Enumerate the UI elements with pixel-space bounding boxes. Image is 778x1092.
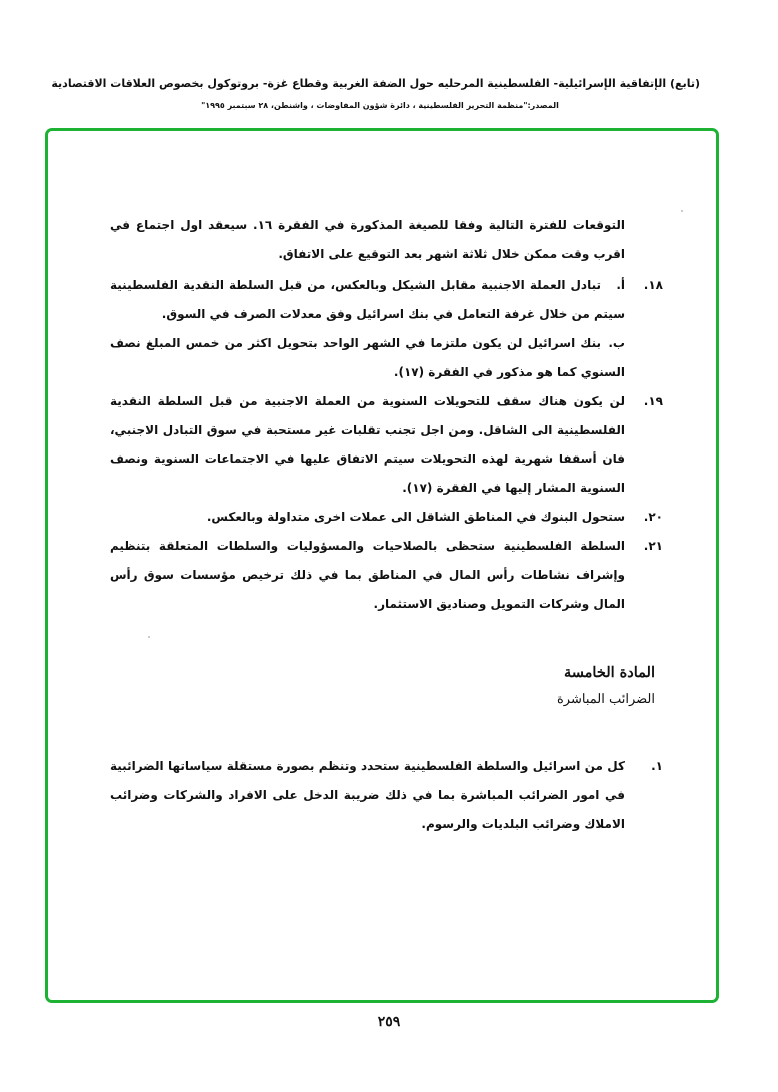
sub-item-a: [110, 271, 625, 329]
sub-item-text: تبادل العملة الاجنبية مقابل الشيكل وبالعكس، من قبل السلطة النقدية الفلسطينية سيتم من خلال غرفة التعامل في بنك اسرائيل وفق معدلات الصرف في السوق.: [110, 278, 625, 321]
item-number: ٢١.: [643, 539, 663, 553]
sub-item-text: بنك اسرائيل لن يكون ملتزما في الشهر الواحد بتحويل اكثر من خمس المبلغ نصف السنوي كما هو مذكور في الفقرة (١٧).: [110, 336, 625, 379]
article-subtitle: الضرائب المباشرة: [557, 692, 655, 707]
continuation-paragraph: التوقعات للفترة التالية وفقا للصيغة المذكورة في الفقرة ١٦. سيعقد اول اجتماع في اقرب وقت ممكن خلال ثلاثة اشهر بعد التوقيع على الاتفاق.: [110, 218, 625, 261]
scan-speck: [681, 210, 683, 212]
scan-speck: [148, 636, 150, 638]
article-text-block: [110, 752, 663, 839]
sub-item-b: [110, 329, 625, 387]
item-text: ستحول البنوك في المناطق الشاقل الى عملات اخرى متداولة وبالعكس.: [206, 510, 625, 524]
item-number: ١٨.: [643, 278, 663, 292]
list-item-21: [110, 532, 663, 619]
list-item-20: [110, 503, 663, 532]
item-number: ١٩.: [643, 394, 663, 408]
page-number: ٢٥٩: [377, 1014, 401, 1030]
item-text: كل من اسرائيل والسلطة الفلسطينية ستحدد وتنظم بصورة مستقلة سياساتها الضرائبية في امور الضرائب المباشرة بما في ذلك ضريبة الدخل على الافراد والشركات وضرائب الاملاك وضرائب البلديات والرسوم.: [110, 759, 625, 831]
item-text: لن يكون هناك سقف للتحويلات السنوية من العملة الاجنبية من قبل السلطة النقدية الفلسطينية الى الشاقل. ومن اجل تجنب تقلبات غير مستحبة في سوق التبادل الاجنبي، فان أسقفا شهرية لهذه التحويلات سيتم الاتفاق عليها في الاجتماعات السنوية ونصف السنوية المشار إليها في الفقرة (١٧).: [110, 394, 625, 495]
list-item-19: [110, 387, 663, 503]
article-list-item-1: [110, 752, 663, 839]
item-number: ٢٠.: [643, 510, 663, 524]
list-item-18: [110, 271, 663, 387]
item-number: ١.: [651, 759, 663, 773]
document-header-source: المصدر:"منظمة التحرير الفلسطينية ، دائرة شؤون المفاوضات ، واشنطن، ٢٨ سبتمبر ١٩٩٥": [201, 101, 559, 110]
main-text-block: [110, 211, 663, 619]
item-text: السلطة الفلسطينية ستحظى بالصلاحيات والمسؤوليات والسلطات المتعلقة بتنظيم وإشراف نشاطات رأس المال في المناطق بما في ذلك ترخيص مؤسسات سوق رأس المال وشركات التمويل وصناديق الاستثمار.: [110, 539, 625, 611]
article-title: المادة الخامسة: [563, 664, 655, 681]
sub-item-label: ب.: [608, 336, 625, 350]
document-header-title: (تابع) الإتفاقية الإسرائيلية- الفلسطينية المرحليه حول الضفة الغربية وقطاع غزة- بروتوكول بخصوص العلاقات الاقتصادية: [51, 77, 700, 90]
sub-item-label: أ.: [616, 278, 625, 292]
